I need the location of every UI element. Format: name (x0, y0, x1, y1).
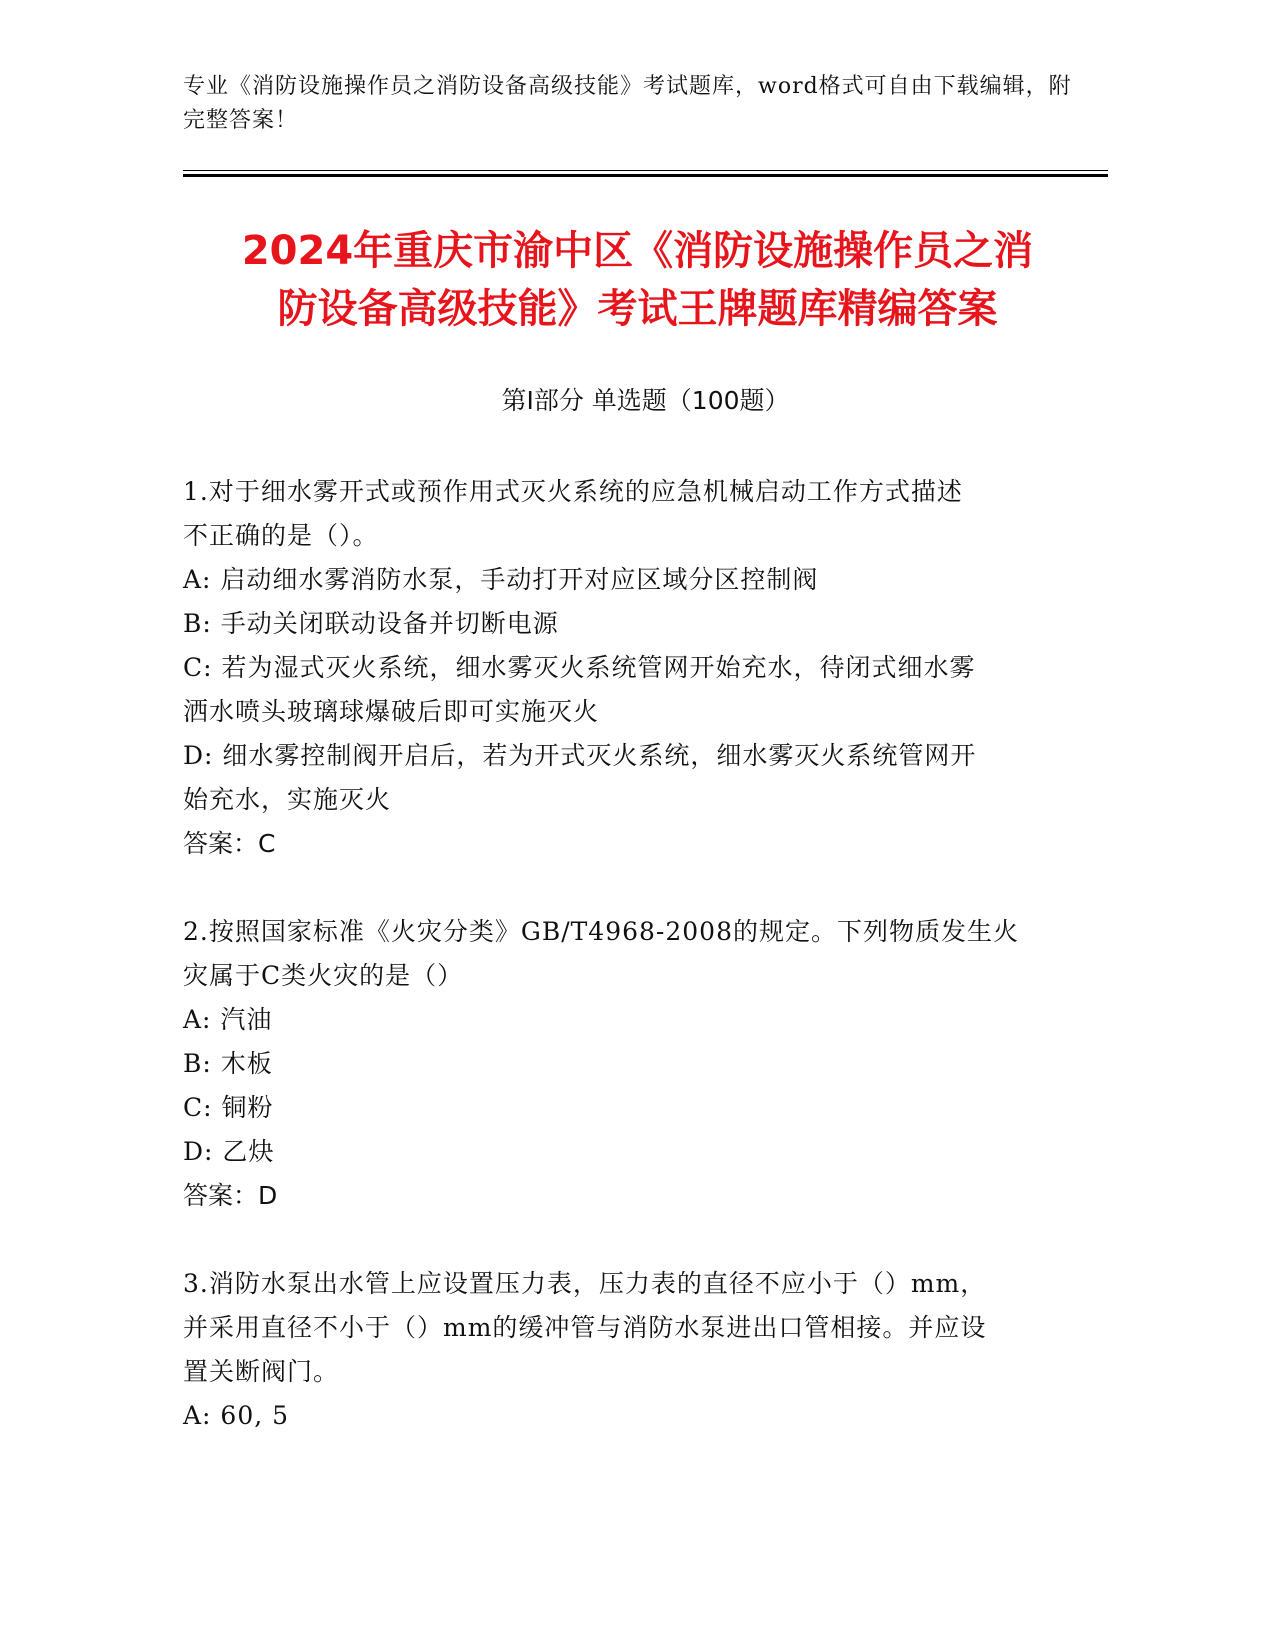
header-rule-thick (183, 174, 1108, 177)
question-text: 1.对于细水雾开式或预作用式灭火系统的应急机械启动工作方式描述 (183, 477, 963, 506)
option-d-cont: 始充水，实施灭火 (183, 785, 392, 814)
option-d: D: 乙炔 (183, 1137, 275, 1166)
question-list (183, 470, 1053, 1482)
option-c: C: 铜粉 (183, 1093, 274, 1122)
question-text: 不正确的是（）。 (183, 521, 379, 550)
question-text: 2.按照国家标准《火灾分类》GB/T4968-2008的规定。下列物质发生火 (183, 917, 1019, 946)
option-b: B: 木板 (183, 1049, 273, 1078)
title-line: 2024年重庆市渝中区《消防设施操作员之消 (241, 228, 1034, 274)
header-note: 专业《消防设施操作员之消防设备高级技能》考试题库，word格式可自由下载编辑，附完整答案！ (183, 74, 1072, 133)
option-a: A: 60, 5 (183, 1401, 290, 1430)
option-a: A: 汽油 (183, 1005, 273, 1034)
option-d: D: 细水雾控制阀开启后，若为开式灭火系统，细水雾灭火系统管网开 (183, 741, 977, 770)
question-2 (183, 910, 1053, 1218)
option-b: B: 手动关闭联动设备并切断电源 (183, 609, 559, 638)
question-text: 置关断阀门。 (183, 1357, 340, 1386)
document-title (160, 222, 1115, 338)
answer: 答案：D (183, 1181, 278, 1210)
question-text: 并采用直径不小于（）mm的缓冲管与消防水泵进出口管相接。并应设 (183, 1313, 987, 1342)
question-3 (183, 1262, 1053, 1438)
section-heading: 第I部分 单选题（100题） (501, 386, 790, 415)
answer: 答案：C (183, 829, 276, 858)
option-a: A: 启动细水雾消防水泵，手动打开对应区域分区控制阀 (183, 565, 819, 594)
option-c-cont: 洒水喷头玻璃球爆破后即可实施灭火 (183, 697, 600, 726)
header-rule-thin (183, 170, 1108, 171)
question-1 (183, 470, 1053, 866)
title-line: 防设备高级技能》考试王牌题库精编答案 (277, 286, 998, 332)
question-text: 灾属于C类火灾的是（） (183, 961, 464, 990)
option-c: C: 若为湿式灭火系统，细水雾灭火系统管网开始充水，待闭式细水雾 (183, 653, 976, 682)
question-text: 3.消防水泵出水管上应设置压力表，压力表的直径不应小于（）mm， (183, 1269, 987, 1298)
